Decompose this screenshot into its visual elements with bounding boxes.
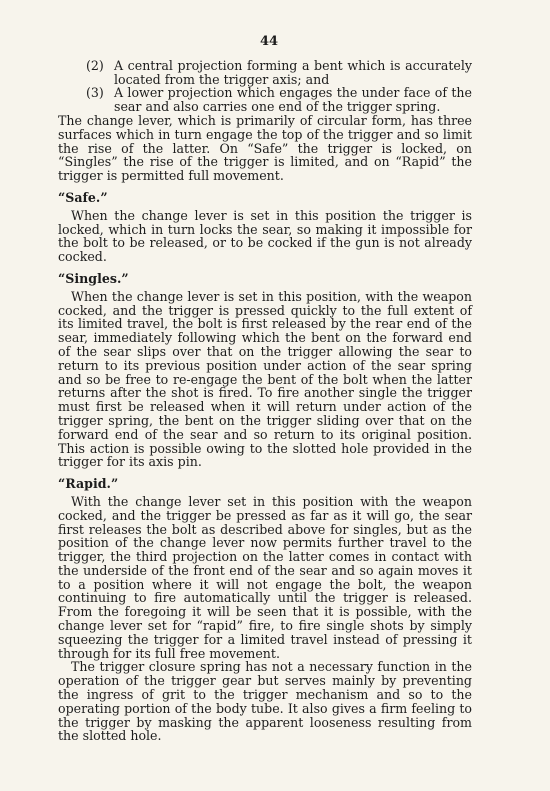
paragraph-safe: When the change lever is set in this position the trigger is locked, which in turn locks the sear, so making it impossible for the bolt to be released, or to be cocked if the gun is not already cocked. [58,207,472,265]
list-item [58,59,472,87]
section-heading-rapid: “Rapid.” [58,476,119,492]
list-item-text: A central projection forming a bent which is accurately located from the trigger axis; and [114,57,472,87]
paragraph-rapid: With the change lever set in this position with the weapon cocked, and the trigger be pressed as far as it will go, the sear first releases the bolt as described above for singles, but as the position of the change lever now permits further travel to the trigger, the third projection on the latter comes in contact with the underside of the front end of the sear and so again moves it to a position where it will not engage the bolt, the weapon continuing to fire automatically until the trigger is released. From the foregoing it will be seen that it is possible, with the change lever set for “rapid” fire, to fire single shots by simply squeezing the trigger for a limited travel instead of pressing it through for its full free movement. [58,493,472,661]
paragraph-closure-spring: The trigger closure spring has not a necessary function in the operation of the trigger gear but serves mainly by preventing the ingress of grit to the trigger mechanism and so to the operating portion of the body tube. It also gives a firm feeling to the trigger by masking the apparent looseness resulting from the slotted hole. [58,659,472,744]
intro-paragraph: The change lever, which is primarily of circular form, has three surfaces which in turn engage the top of the trigger and so limit the rise of the latter. On “Safe” the trigger is locked, on “Singles” the rise of the trigger is limited, and on “Rapid” the trigger is permitted full movement. [58,112,472,184]
list-item-text: A lower projection which engages the under face of the sear and also carries one end of the trigger spring. [114,85,472,115]
list-item [58,86,472,114]
page-number: 44 [259,34,279,49]
section-heading-singles: “Singles.” [58,270,129,286]
section-heading-safe: “Safe.” [58,189,108,205]
list-item-number: (3) [86,85,104,101]
list-item-number: (2) [86,57,104,73]
paragraph-singles: When the change lever is set in this position, with the weapon cocked, and the trigger is pressed quickly to the full extent of its limited travel, the bolt is first released by the rear end of the sear, immediately following which the bent on the forward end of the sear slips over that on the trigger allowing the sear to return to its previous position under action of the sear spring and so be free to re-engage the bent of the bolt when the latter returns after the shot is fired. To fire another single the trigger must first be released when it will return under action of the trigger spring, the bent on the trigger sliding over that on the forward end of the sear and so return to its original position. This action is possible owing to the slotted hole provided in the trigger for its axis pin. [58,288,472,470]
